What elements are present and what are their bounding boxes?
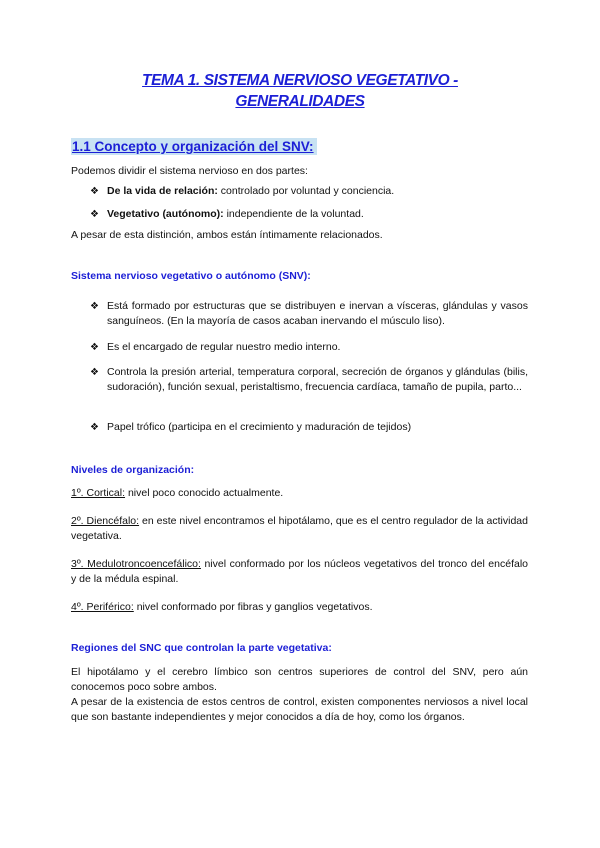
subheading-niveles: Niveles de organización:: [71, 464, 195, 476]
list-item-text: Papel trófico (participa en el crecimiento y maduración de tejidos): [107, 421, 412, 433]
nivel-label: 2º. Diencéfalo:: [71, 515, 140, 527]
title-line-1: TEMA 1. SISTEMA NERVIOSO VEGETATIVO -: [142, 72, 458, 89]
document-title: [90, 70, 510, 112]
nivel-item: [71, 514, 528, 544]
list-item-text: independiente de la voluntad.: [223, 208, 364, 220]
list-item: [90, 299, 528, 329]
intro-paragraph: Podemos dividir el sistema nervioso en dos partes:: [71, 165, 308, 177]
bullet-icon: ❖: [90, 186, 99, 197]
bullet-icon: ❖: [90, 422, 99, 433]
regiones-paragraph-2: A pesar de la existencia de estos centros de control, existen componentes nerviosos a nivel local que son bastante independientes y mejor conocidos a día de hoy, como los órganos.: [71, 696, 528, 723]
title-line-2: GENERALIDADES: [235, 93, 365, 110]
nivel-label: 4º. Periférico:: [71, 601, 134, 613]
nivel-item: [71, 600, 528, 615]
bullet-icon: ❖: [90, 342, 99, 353]
list-item-bold: De la vida de relación:: [107, 185, 218, 197]
list-item-text: Es el encargado de regular nuestro medio interno.: [107, 341, 341, 353]
subheading-regiones: Regiones del SNC que controlan la parte vegetativa:: [71, 642, 332, 654]
nivel-text: nivel poco conocido actualmente.: [125, 487, 284, 499]
list-item: [90, 340, 528, 355]
list-item-bold: Vegetativo (autónomo):: [107, 208, 224, 220]
nivel-text: nivel conformado por los núcleos vegetativos del tronco del encéfalo y de la médula espinal.: [71, 558, 528, 585]
bullet-icon: ❖: [90, 209, 99, 220]
section-heading-concepto: 1.1 Concepto y organización del SNV:: [71, 138, 317, 155]
nivel-text: en este nivel encontramos el hipotálamo, que es el centro regulador de la actividad vegetativa.: [71, 515, 528, 542]
nivel-label: 1º. Cortical:: [71, 487, 126, 499]
regiones-paragraph-1: El hipotálamo y el cerebro límbico son centros superiores de control del SNV, pero aún conocemos poco sobre ambos.: [71, 666, 528, 693]
nivel-item: [71, 557, 528, 587]
list-item: [90, 207, 528, 222]
bullet-icon: ❖: [90, 367, 99, 378]
nivel-text: nivel conformado por fibras y ganglios vegetativos.: [133, 601, 373, 613]
nivel-label: 3º. Medulotroncoencefálico:: [71, 558, 201, 570]
list-item-text: controlado por voluntad y conciencia.: [217, 185, 395, 197]
nivel-item: [71, 486, 528, 501]
closing-paragraph: A pesar de esta distinción, ambos están íntimamente relacionados.: [71, 229, 383, 241]
list-item: [90, 420, 528, 435]
list-item: [90, 365, 528, 395]
list-item-text: Controla la presión arterial, temperatura corporal, secreción de órganos y glándulas (bilis, sudoración), función sexual, peristaltismo, frecuencia cardíaca, tamaño de pupila, parto...: [107, 366, 528, 393]
list-item-text: Está formado por estructuras que se distribuyen e inervan a vísceras, glándulas y vasos sanguíneos. (En la mayoría de casos acaban inervando el músculo liso).: [107, 300, 528, 327]
bullet-icon: ❖: [90, 301, 99, 312]
subheading-snv: Sistema nervioso vegetativo o autónomo (SNV):: [71, 270, 311, 282]
list-item: [90, 184, 528, 199]
